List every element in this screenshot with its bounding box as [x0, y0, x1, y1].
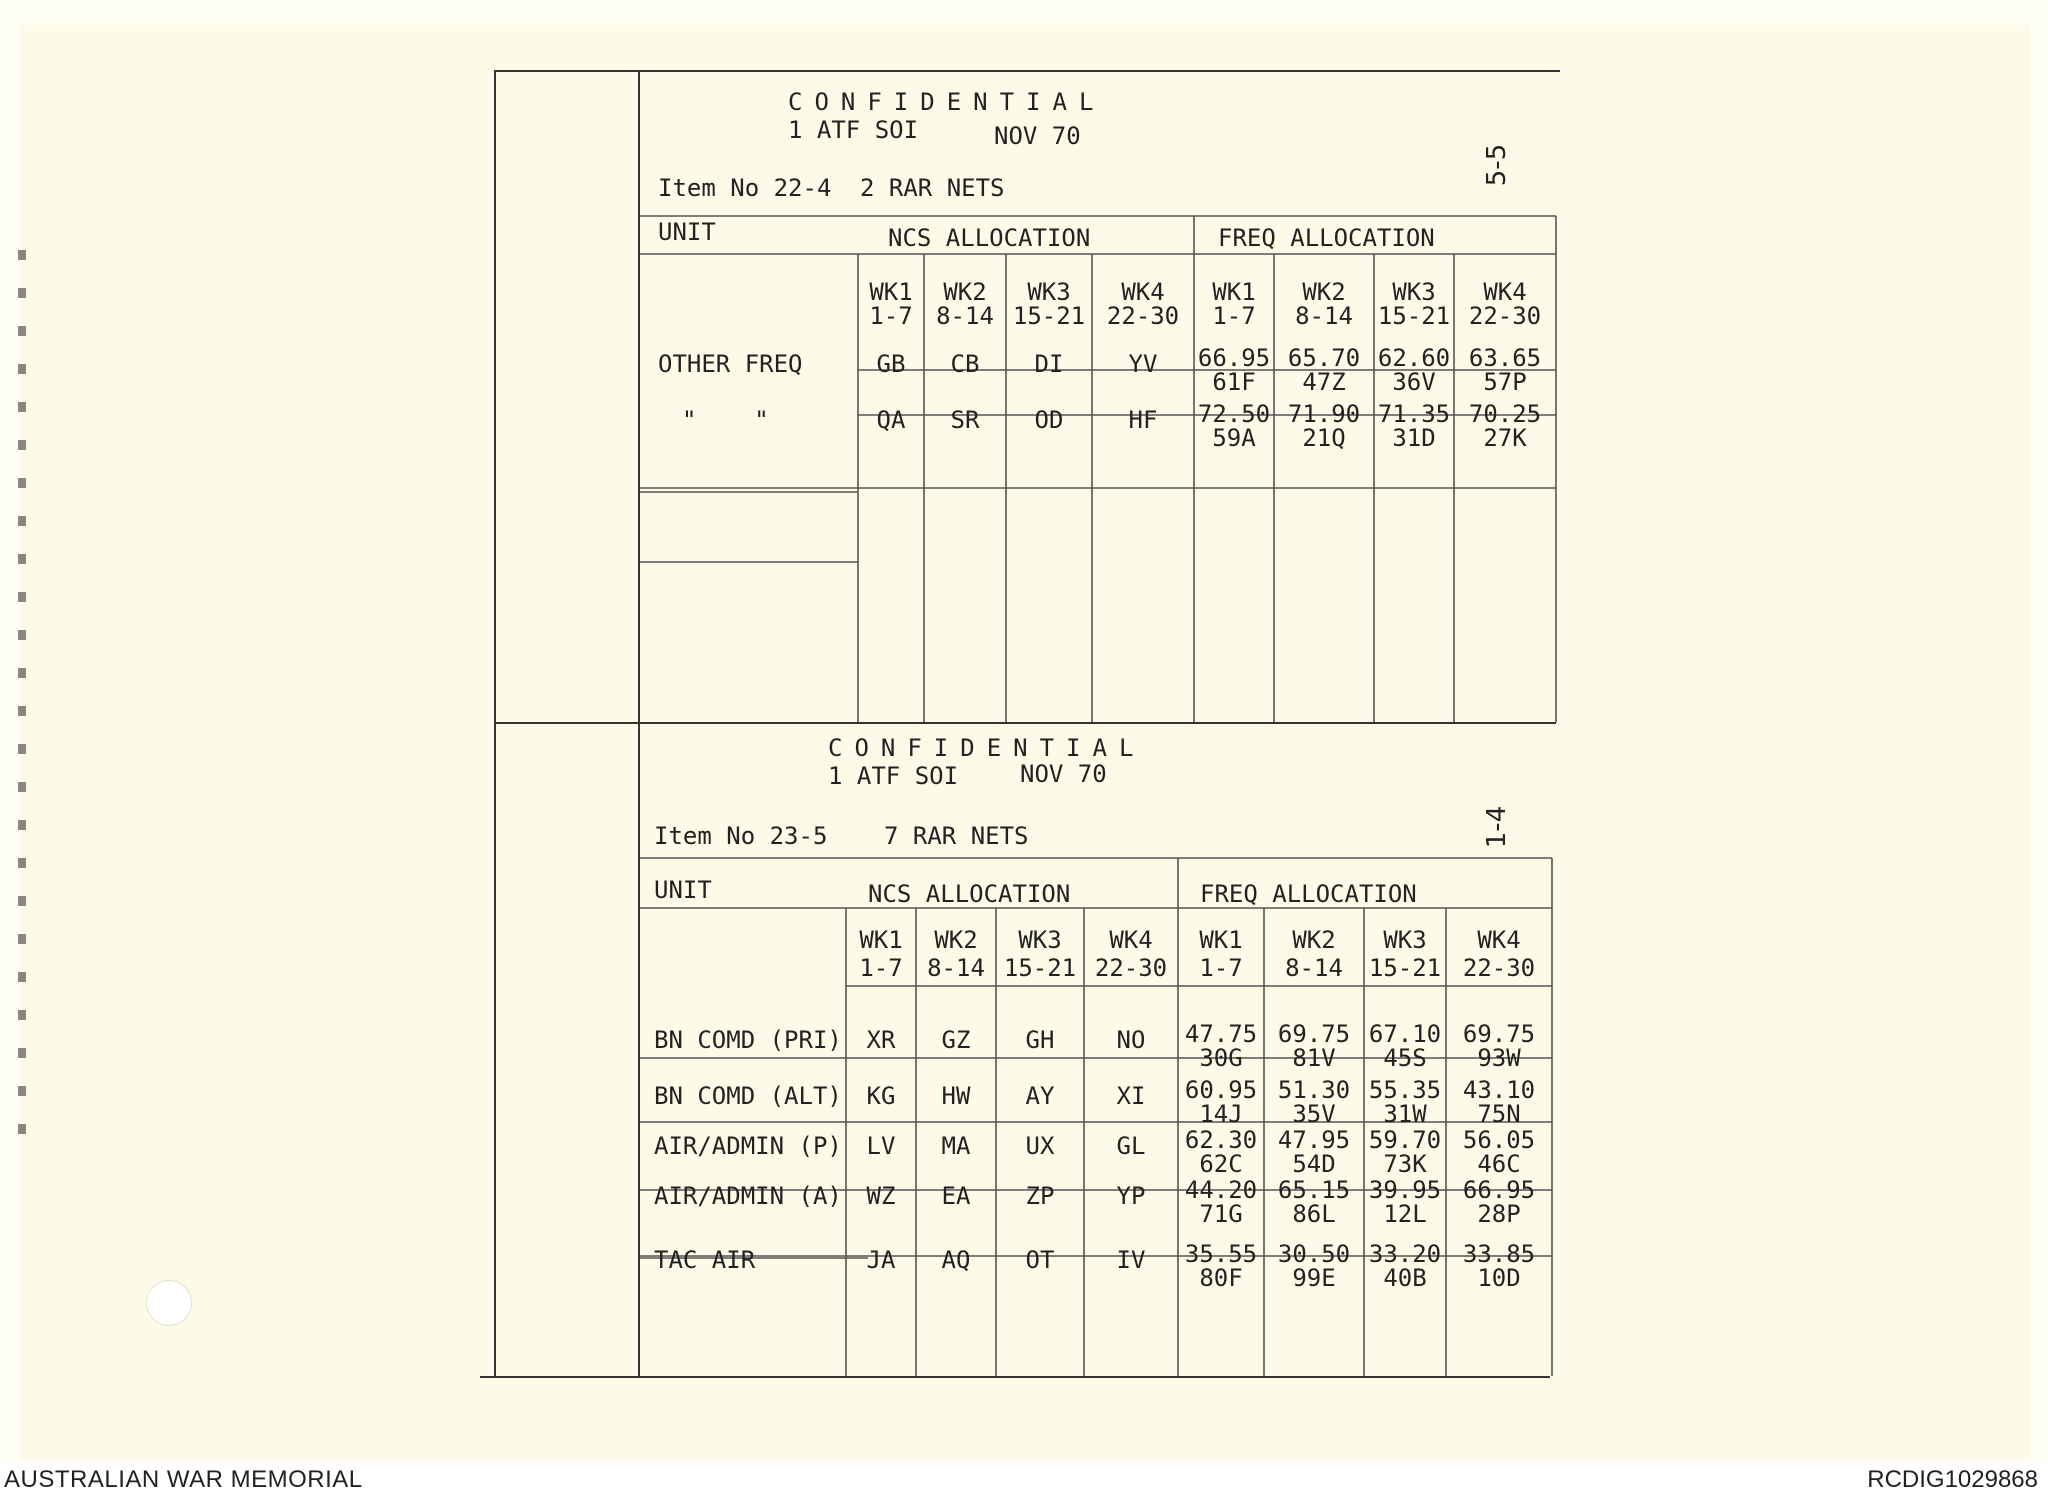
frequency-code: 73K: [1383, 1150, 1427, 1178]
frequency-mhz: 47.95: [1277, 1126, 1351, 1154]
unit-name: BN COMD (ALT): [654, 1082, 842, 1110]
day-range-header: 1-7: [1199, 954, 1243, 982]
frequency-mhz: 70.25: [1468, 400, 1542, 428]
frequency-code: 57P: [1483, 368, 1527, 396]
ncs-callsign: NO: [1116, 1026, 1146, 1054]
group-header-freq: FREQ ALLOCATION: [1218, 224, 1435, 252]
ncs-callsign: GH: [1025, 1026, 1055, 1054]
unit-name: " ": [682, 406, 769, 434]
ncs-callsign: AQ: [941, 1246, 971, 1274]
frequency-mhz: 35.55: [1184, 1240, 1258, 1268]
frequency-mhz: 69.75: [1462, 1020, 1536, 1048]
day-range-header: 15-21: [1377, 302, 1451, 330]
archive-name: AUSTRALIAN WAR MEMORIAL: [4, 1466, 363, 1493]
day-range-header: 22-30: [1468, 302, 1542, 330]
classification-stamp: CONFIDENTIAL: [788, 88, 1106, 116]
frequency-code: 81V: [1292, 1044, 1336, 1072]
frequency-code: 30G: [1199, 1044, 1243, 1072]
ncs-callsign: WZ: [866, 1182, 896, 1210]
day-range-header: 1-7: [869, 302, 913, 330]
week-header: WK4: [1483, 278, 1527, 306]
day-range-header: 15-21: [1368, 954, 1442, 982]
ncs-callsign: JA: [866, 1246, 896, 1274]
archive-reference: RCDIG1029868: [1867, 1466, 2038, 1493]
frequency-mhz: 47.75: [1184, 1020, 1258, 1048]
day-range-header: 15-21: [1003, 954, 1077, 982]
frequency-code: 71G: [1199, 1200, 1243, 1228]
ncs-callsign: XR: [866, 1026, 896, 1054]
frequency-mhz: 62.30: [1184, 1126, 1258, 1154]
ncs-callsign: IV: [1116, 1246, 1146, 1274]
day-range-header: 22-30: [1462, 954, 1536, 982]
net-title: 7 RAR NETS: [884, 822, 1029, 850]
week-header: WK4: [1121, 278, 1165, 306]
week-header: WK2: [1302, 278, 1346, 306]
frequency-mhz: 71.35: [1377, 400, 1451, 428]
frequency-code: 36V: [1392, 368, 1436, 396]
frequency-mhz: 62.60: [1377, 344, 1451, 372]
week-header: WK4: [1109, 926, 1153, 954]
frequency-code: 10D: [1477, 1264, 1521, 1292]
net-title: 2 RAR NETS: [860, 174, 1005, 202]
frequency-mhz: 69.75: [1277, 1020, 1351, 1048]
day-range-header: 15-21: [1012, 302, 1086, 330]
item-number: Item No 23-5: [654, 822, 828, 850]
frequency-code: 80F: [1199, 1264, 1243, 1292]
week-header: WK1: [1199, 926, 1243, 954]
col-header-unit: UNIT: [654, 876, 712, 904]
frequency-mhz: 66.95: [1462, 1176, 1536, 1204]
group-header-ncs: NCS ALLOCATION: [868, 880, 1071, 908]
frequency-code: 40B: [1383, 1264, 1427, 1292]
day-range-header: 8-14: [927, 954, 985, 982]
frequency-code: 93W: [1477, 1044, 1521, 1072]
soi-date: NOV 70: [994, 122, 1081, 150]
unit-name: OTHER FREQ: [658, 350, 803, 378]
ncs-callsign: EA: [941, 1182, 971, 1210]
page-mark: 1-4: [1482, 805, 1513, 849]
ncs-callsign: MA: [941, 1132, 971, 1160]
unit-name: TAC AIR: [654, 1246, 756, 1274]
soi-date: NOV 70: [1020, 760, 1107, 788]
col-header-unit: UNIT: [658, 218, 716, 246]
table-grid: [640, 72, 1560, 722]
frequency-code: 14J: [1199, 1100, 1243, 1128]
frequency-mhz: 56.05: [1462, 1126, 1536, 1154]
ncs-callsign: GZ: [941, 1026, 971, 1054]
frequency-mhz: 65.15: [1277, 1176, 1351, 1204]
week-header: WK3: [1392, 278, 1436, 306]
frequency-mhz: 72.50: [1197, 400, 1271, 428]
frequency-code: 21Q: [1302, 424, 1346, 452]
frequency-mhz: 44.20: [1184, 1176, 1258, 1204]
ncs-callsign: KG: [866, 1082, 896, 1110]
ncs-callsign: QA: [876, 406, 906, 434]
frequency-code: 27K: [1483, 424, 1527, 452]
frequency-mhz: 43.10: [1462, 1076, 1536, 1104]
item-number: Item No 22-4: [658, 174, 832, 202]
classification-stamp: CONFIDENTIAL: [828, 734, 1146, 762]
week-header: WK2: [943, 278, 987, 306]
frequency-mhz: 67.10: [1368, 1020, 1442, 1048]
frequency-mhz: 30.50: [1277, 1240, 1351, 1268]
ncs-callsign: GL: [1116, 1132, 1146, 1160]
ncs-callsign: AY: [1025, 1082, 1055, 1110]
week-header: WK1: [869, 278, 913, 306]
day-range-header: 8-14: [1285, 954, 1343, 982]
frequency-mhz: 51.30: [1277, 1076, 1351, 1104]
ncs-callsign: ZP: [1025, 1182, 1055, 1210]
frequency-code: 54D: [1292, 1150, 1336, 1178]
ncs-callsign: UX: [1025, 1132, 1055, 1160]
frequency-code: 62C: [1199, 1150, 1243, 1178]
frequency-mhz: 66.95: [1197, 344, 1271, 372]
frequency-code: 47Z: [1302, 368, 1346, 396]
ncs-callsign: XI: [1116, 1082, 1146, 1110]
day-range-header: 22-30: [1094, 954, 1168, 982]
frequency-mhz: 59.70: [1368, 1126, 1442, 1154]
week-header: WK1: [859, 926, 903, 954]
ncs-callsign: HF: [1128, 406, 1158, 434]
week-header: WK3: [1383, 926, 1427, 954]
ncs-callsign: OD: [1034, 406, 1064, 434]
frequency-code: 86L: [1292, 1200, 1336, 1228]
ncs-callsign: CB: [950, 350, 980, 378]
frequency-mhz: 60.95: [1184, 1076, 1258, 1104]
ncs-callsign: HW: [941, 1082, 971, 1110]
day-range-header: 22-30: [1106, 302, 1180, 330]
week-header: WK3: [1018, 926, 1062, 954]
group-header-freq: FREQ ALLOCATION: [1200, 880, 1417, 908]
punch-hole: [146, 1280, 192, 1326]
frequency-code: 45S: [1383, 1044, 1427, 1072]
week-header: WK4: [1477, 926, 1521, 954]
day-range-header: 1-7: [1212, 302, 1256, 330]
frequency-mhz: 33.20: [1368, 1240, 1442, 1268]
week-header: WK1: [1212, 278, 1256, 306]
unit-name: AIR/ADMIN (P): [654, 1132, 842, 1160]
frequency-mhz: 39.95: [1368, 1176, 1442, 1204]
frame-bottom-rule: [480, 1376, 1550, 1378]
frequency-code: 35V: [1292, 1100, 1336, 1128]
frequency-mhz: 63.65: [1468, 344, 1542, 372]
soi-item-22-4: [640, 72, 1560, 722]
frequency-mhz: 65.70: [1287, 344, 1361, 372]
frequency-code: 28P: [1477, 1200, 1521, 1228]
ncs-callsign: LV: [866, 1132, 896, 1160]
frequency-mhz: 33.85: [1462, 1240, 1536, 1268]
ncs-callsign: DI: [1034, 350, 1064, 378]
ncs-callsign: YP: [1116, 1182, 1146, 1210]
ncs-callsign: YV: [1128, 350, 1158, 378]
page-mark: 5-5: [1482, 143, 1513, 187]
frequency-code: 61F: [1212, 368, 1256, 396]
day-range-header: 8-14: [1295, 302, 1353, 330]
frequency-code: 46C: [1477, 1150, 1521, 1178]
ncs-callsign: SR: [950, 406, 980, 434]
ncs-callsign: GB: [876, 350, 906, 378]
day-range-header: 8-14: [936, 302, 994, 330]
frequency-code: 31W: [1383, 1100, 1427, 1128]
soi-issuer: 1 ATF SOI: [788, 116, 919, 144]
soi-item-23-5: [640, 724, 1560, 1376]
week-header: WK2: [934, 926, 978, 954]
day-range-header: 1-7: [859, 954, 903, 982]
frequency-code: 31D: [1392, 424, 1436, 452]
binding-marks: [18, 250, 26, 1150]
unit-name: BN COMD (PRI): [654, 1026, 842, 1054]
week-header: WK3: [1027, 278, 1071, 306]
ncs-callsign: OT: [1025, 1246, 1055, 1274]
group-header-ncs: NCS ALLOCATION: [888, 224, 1091, 252]
frequency-code: 12L: [1383, 1200, 1427, 1228]
frequency-code: 75N: [1477, 1100, 1521, 1128]
frequency-code: 99E: [1292, 1264, 1336, 1292]
week-header: WK2: [1292, 926, 1336, 954]
frequency-mhz: 71.90: [1287, 400, 1361, 428]
frequency-mhz: 55.35: [1368, 1076, 1442, 1104]
soi-issuer: 1 ATF SOI: [828, 762, 959, 790]
unit-name: AIR/ADMIN (A): [654, 1182, 842, 1210]
frequency-code: 59A: [1212, 424, 1256, 452]
